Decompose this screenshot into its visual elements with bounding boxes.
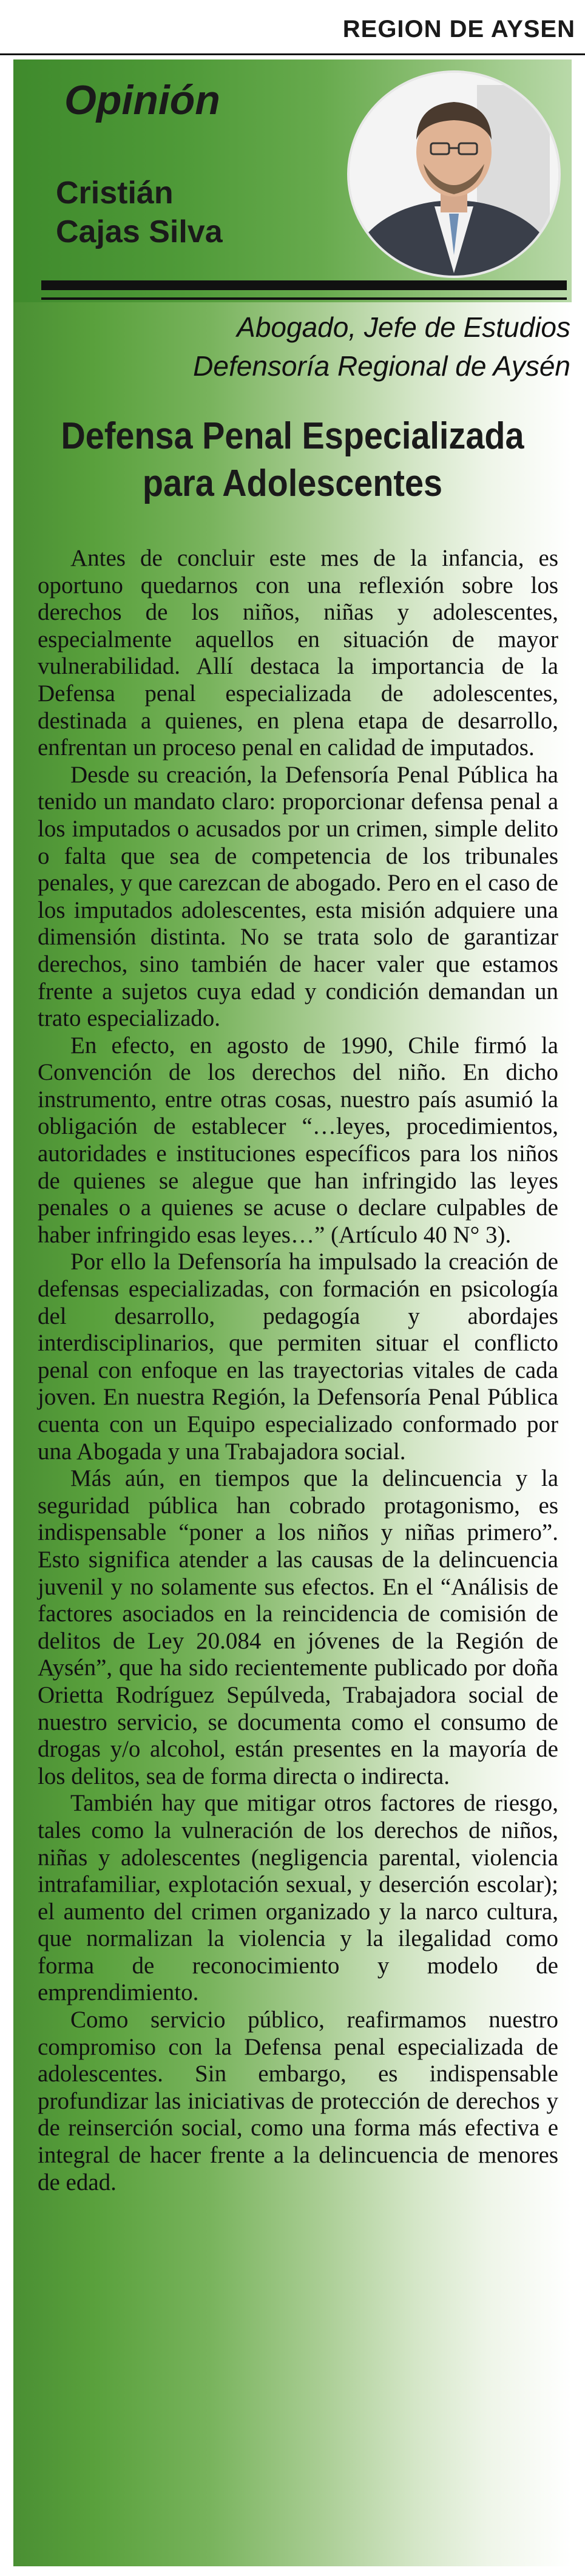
region-label: REGION DE AYSEN [342,16,575,42]
article-paragraph: También hay que mitigar otros factores de riesgo, tales como la vulneración de los derechos de niños, niñas y adolescentes (negligencia parental, violencia intrafamiliar, explotación sexual, y deserción escolar); el aumento del crimen organizado y la narco cultura, que normalizan la violencia y la ilegalidad como forma de reconocimiento y modelo de emprendimiento. [38,1790,558,2006]
author-role-line1: Abogado, Jefe de Estudios [237,311,570,343]
author-portrait [350,73,558,276]
divider-thin [41,297,567,300]
section-title: Opinión [64,77,220,123]
article-paragraph: Antes de concluir este mes de la infancia, es oportuno quedarnos con una reflexión sobre los derechos de los niños, niñas y adolescentes, especialmente aquellos en situación de mayor vulnerabilidad. Allí destaca la importancia de la Defensa penal especializada de adolescentes, destinada a quienes, en plena etapa de desarrollo, enfrentan un proceso penal en calidad de imputados. [38,545,558,761]
article-headline [41,413,544,507]
article-body [38,545,558,2196]
author-last-name: Cajas Silva [56,214,223,249]
header-rule [0,53,585,55]
portrait-illustration [350,73,558,276]
page-header [0,0,585,47]
headline-line-2: para Adolescentes [142,463,443,504]
article-paragraph: Desde su creación, la Defensoría Penal Pública ha tenido un mandato claro: proporcionar defensa penal a los imputados o acusados por un crimen, simple delito o falta que sea de competencia de los tribunales penales, y que carezcan de abogado. Pero en el caso de los imputados adolescentes, esta misión adquiere una dimensión distinta. No se trata solo de garantizar derechos, sino también de hacer valer que estamos frente a sujetos cuya edad y condición demandan un trato especializado. [38,761,558,1032]
author-role-line2: Defensoría Regional de Aysén [193,350,570,382]
author-first-name: Cristián [56,175,174,211]
headline-line-1: Defensa Penal Especializada [61,415,524,457]
article-paragraph: Como servicio público, reafirmamos nuestro compromiso con la Defensa penal especializada de adolescentes. Sin embargo, es indispensable profundizar las iniciativas de protección de derechos y de reinserción social, como una forma más efectiva e integral de hacer frente a la delincuencia de menores de edad. [38,2007,558,2195]
divider-thick [41,280,567,290]
article-paragraph: En efecto, en agosto de 1990, Chile firmó la Convención de los derechos del niño. En dicho instrumento, entre otras cosas, nuestro país asumió la obligación de establecer “…leyes, procedimientos, autoridades e instituciones específicos para los niños de quienes se alegue que han infringido las leyes penales o a quienes se acuse o declare culpables de haber infringido esas leyes…” (Artículo 40 N° 3). [38,1032,558,1248]
article-paragraph: Por ello la Defensoría ha impulsado la creación de defensas especializadas, con formación en psicología del desarrollo, pedagogía y abordajes interdisciplinarios, que permiten situar el conflicto penal con enfoque en las trayectorias vitales de cada joven. En nuestra Región, la Defensoría Penal Pública cuenta con un Equipo especializado conformado por una Abogada y una Trabajadora social. [38,1249,558,1465]
article-paragraph: Más aún, en tiempos que la delincuencia y la seguridad pública han cobrado protagonismo, es indispensable “poner a los niños y niñas primero”. Esto significa atender a las causas de la delincuencia juvenil y no solamente sus efectos. En el “Análisis de factores asociados en la reincidencia de comisión de delitos de Ley 20.084 en jóvenes de la Región de Aysén”, que ha sido recientemente publicado por doña Orietta Rodríguez Sepúlveda, Trabajadora social de nuestro servicio, se documenta como el consumo de drogas y/o alcohol, están presentes en la mayoría de los delitos, sea de forma directa o indirecta. [38,1465,558,1789]
